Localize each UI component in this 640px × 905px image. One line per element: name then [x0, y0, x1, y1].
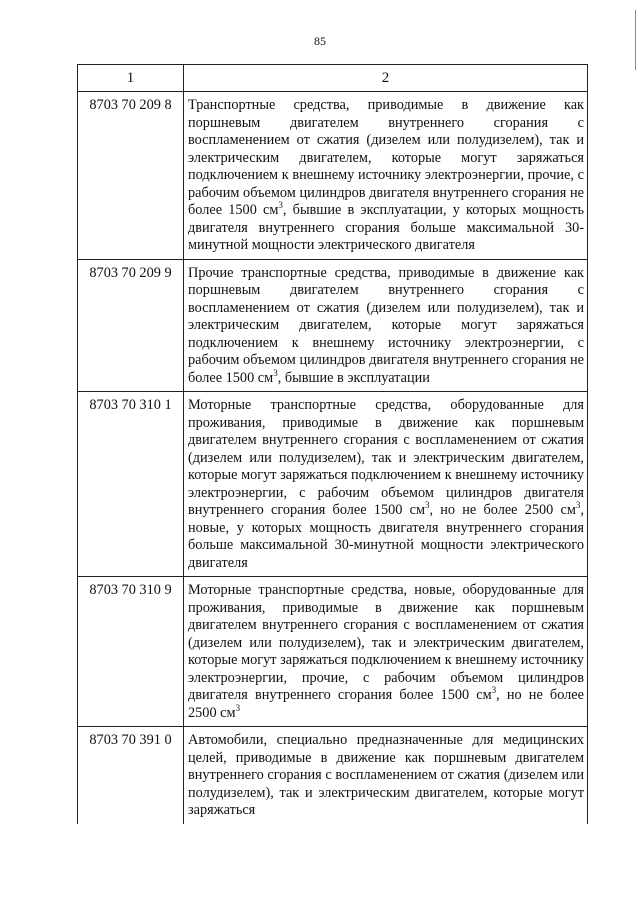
superscript: 3 [278, 200, 283, 211]
table-row [78, 92, 588, 260]
superscript: 3 [575, 500, 581, 511]
table-header-row [78, 65, 588, 92]
page-number: 85 [314, 34, 326, 48]
row-code: 8703 70 310 9 [78, 577, 184, 727]
description-text: , но не более 2500 см [429, 502, 576, 518]
superscript: 3 [425, 500, 430, 511]
superscript: 3 [273, 367, 278, 378]
description-text: , новые, у которых мощность двигателя внутреннего сгорания больше максимальной 30-минутной мощности электрического двигателя [188, 502, 584, 571]
row-code: 8703 70 209 8 [78, 92, 184, 260]
row-code: 8703 70 391 0 [78, 727, 184, 824]
description-text: , бывшие в эксплуатации [277, 369, 430, 386]
row-description [184, 92, 588, 260]
superscript: 3 [235, 702, 241, 713]
description-text: Прочие транспортные средства, приводимые в движение как поршневым двигателем внутреннего сгорания с воспламенением от сжатия (дизелем или полудизелем), так и электрическим двигателем, которые могут заряжаться подключением к внешнему источнику электроэнергии, с рабочим объемом цилиндров двигателя внутреннего сгорания не более 1500 см [188, 264, 584, 386]
table-row [78, 259, 588, 392]
table-row [78, 727, 588, 824]
column-header-description: 2 [184, 65, 588, 92]
row-description [184, 727, 588, 824]
description-text: Транспортные средства, приводимые в движение как поршневым двигателем внутреннего сгорания с воспламенением от сжатия (дизелем или полудизелем), так и электрическим двигателем, которые могут заряжаться подключением к внешнему источнику электроэнергии, прочие, с рабочим объемом цилиндров двигателя внутреннего сгорания не более 1500 см [188, 97, 584, 218]
description-text: , но не более 2500 см [188, 687, 584, 721]
row-code: 8703 70 310 1 [78, 392, 184, 577]
tariff-code-table [77, 64, 588, 824]
row-code: 8703 70 209 9 [78, 259, 184, 392]
description-text: Моторные транспортные средства, оборудованные для проживания, приводимые в движение как поршневым двигателем внутреннего сгорания с воспламенением от сжатия (дизелем или полудизелем), так и электрическим двигателем, которые могут заряжаться подключением к внешнему источнику электроэнергии, с рабочим объемом цилиндров двигателя внутреннего сгорания более 1500 см [188, 397, 584, 518]
scan-edge-line [635, 10, 636, 70]
table-row [78, 577, 588, 727]
row-description [184, 577, 588, 727]
superscript: 3 [491, 685, 497, 696]
description-text: , бывшие в эксплуатации, у которых мощность двигателя внутреннего сгорания больше максимальной 30-минутной мощности электрического двигателя [188, 202, 584, 253]
row-description [184, 392, 588, 577]
table-row [78, 392, 588, 577]
row-description [184, 259, 588, 392]
description-text: Моторные транспортные средства, новые, оборудованные для проживания, приводимые в движение как поршневым двигателем внутреннего сгорания с воспламенением от сжатия (дизелем или полудизелем), так и электрическим двигателем, которые могут заряжаться подключением к внешнему источнику электроэнергии, прочие, с рабочим объемом цилиндров двигателя внутреннего сгорания более 1500 см [188, 582, 584, 703]
description-text: Автомобили, специально предназначенные для медицинских целей, приводимые в движение как поршневым двигателем внутреннего сгорания с воспламенением от сжатия (дизелем или полудизелем), так и электрическим двигателем, которые могут заряжаться [188, 732, 584, 818]
column-header-code: 1 [78, 65, 184, 92]
